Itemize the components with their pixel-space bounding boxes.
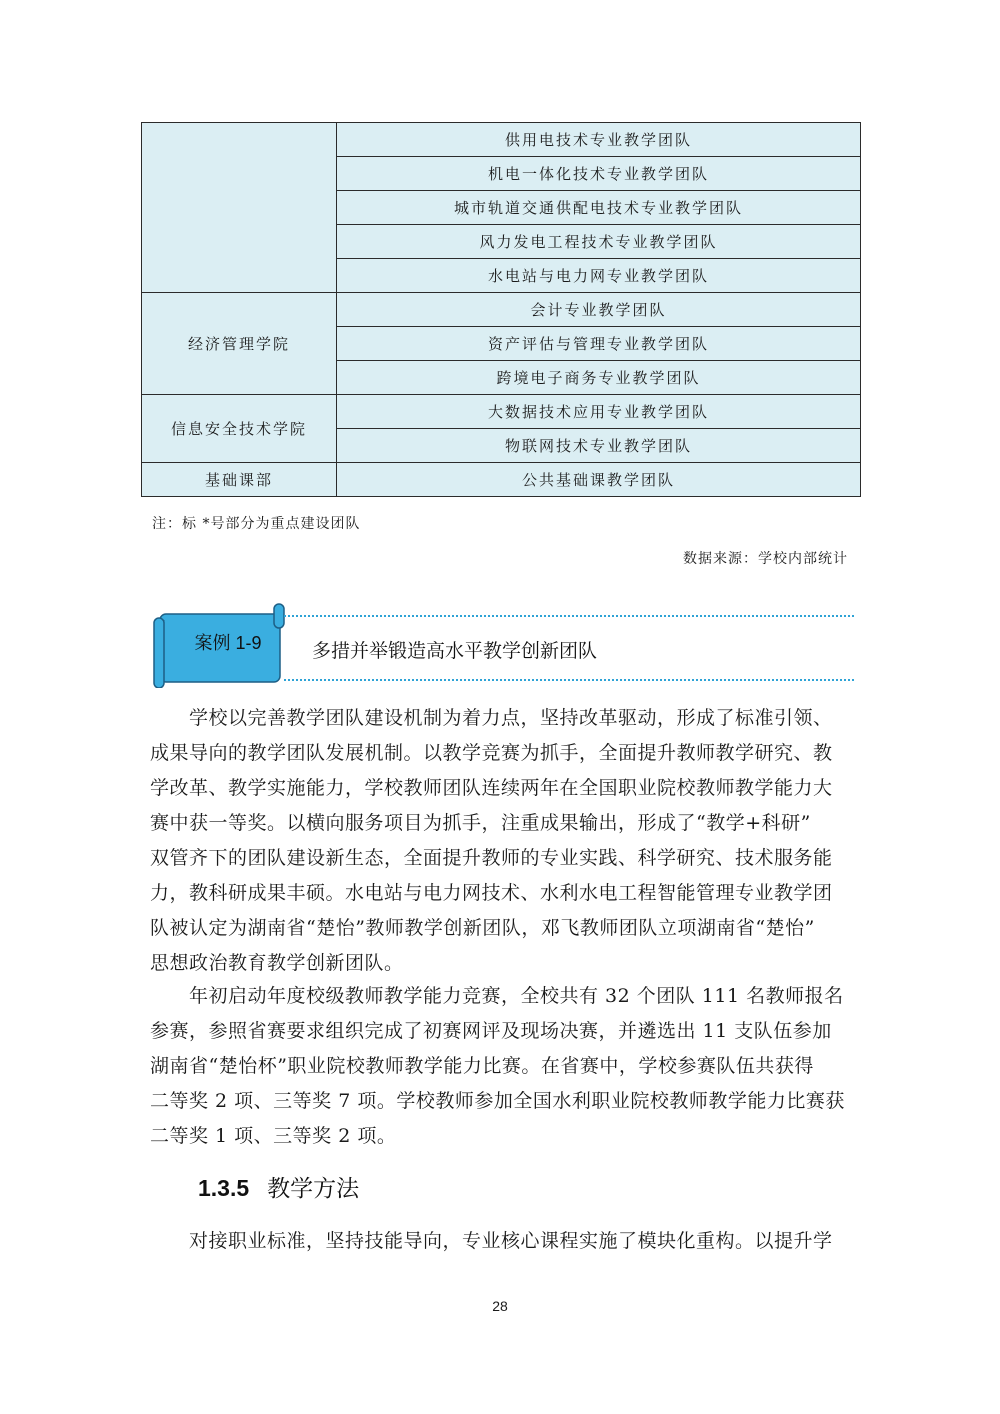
college-cell: 信息安全技术学院	[142, 395, 337, 463]
table-row	[142, 395, 861, 429]
text-line: 二等奖 2 项、三等奖 7 项。学校教师参加全国水利职业院校教师教学能力比赛获	[150, 1090, 845, 1112]
case-banner	[150, 600, 855, 688]
table-note: 注：标 *号部分为重点建设团队	[152, 516, 361, 532]
teaching-team-table	[141, 122, 861, 497]
text-line: 参赛，参照省赛要求组织完成了初赛网评及现场决赛，并遴选出 11 支队伍参加	[150, 1020, 832, 1042]
text-line: 二等奖 1 项、三等奖 2 项。	[150, 1125, 397, 1147]
page-number: 28	[492, 1298, 508, 1314]
college-cell: 基础课部	[142, 463, 337, 497]
team-cell: 风力发电工程技术专业教学团队	[337, 225, 861, 259]
team-cell: 资产评估与管理专业教学团队	[337, 327, 861, 361]
case-tag: 案例 1-9	[194, 633, 262, 653]
table-row	[142, 293, 861, 327]
text-line: 赛中获一等奖。以横向服务项目为抓手，注重成果输出，形成了“教学+科研”	[150, 812, 811, 834]
text-line: 成果导向的教学团队发展机制。以教学竞赛为抓手，全面提升教师教学研究、教	[150, 742, 833, 764]
team-cell: 机电一体化技术专业教学团队	[337, 157, 861, 191]
team-cell: 会计专业教学团队	[337, 293, 861, 327]
case-title: 多措并举锻造高水平教学创新团队	[312, 641, 598, 662]
paragraph-2	[150, 979, 850, 1154]
text-line: 学校以完善教学团队建设机制为着力点，坚持改革驱动，形成了标准引领、	[150, 707, 833, 729]
text-line: 学改革、教学实施能力，学校教师团队连续两年在全国职业院校教师教学能力大	[150, 777, 833, 799]
college-cell	[142, 123, 337, 293]
banner-divider-bottom	[284, 679, 854, 681]
text-line: 对接职业标准，坚持技能导向，专业核心课程实施了模块化重构。以提升学	[150, 1230, 833, 1252]
text-line: 力，教科研成果丰硕。水电站与电力网技术、水利水电工程智能管理专业教学团	[150, 882, 833, 904]
paragraph-3	[150, 1224, 850, 1259]
team-cell: 物联网技术专业教学团队	[337, 429, 861, 463]
banner-divider-top	[284, 615, 854, 617]
text-line: 年初启动年度校级教师教学能力竞赛，全校共有 32 个团队 111 名教师报名	[150, 985, 844, 1007]
team-cell: 城市轨道交通供配电技术专业教学团队	[337, 191, 861, 225]
team-cell: 公共基础课教学团队	[337, 463, 861, 497]
section-number: 1.3.5	[198, 1175, 250, 1201]
team-cell: 大数据技术应用专业教学团队	[337, 395, 861, 429]
team-cell: 跨境电子商务专业教学团队	[337, 361, 861, 395]
section-title: 教学方法	[267, 1175, 360, 1201]
paragraph-1	[150, 701, 850, 981]
text-line: 湖南省“楚怡杯”职业院校教师教学能力比赛。在省赛中，学校参赛队伍共获得	[150, 1055, 814, 1077]
section-heading	[198, 1170, 359, 1203]
college-cell: 经济管理学院	[142, 293, 337, 395]
team-cell: 供用电技术专业教学团队	[337, 123, 861, 157]
table-row	[142, 463, 861, 497]
table-row	[142, 123, 861, 157]
team-cell: 水电站与电力网专业教学团队	[337, 259, 861, 293]
text-line: 队被认定为湖南省“楚怡”教师教学创新团队，邓飞教师团队立项湖南省“楚怡”	[150, 917, 815, 939]
text-line: 思想政治教育教学创新团队。	[150, 952, 404, 974]
data-source: 数据来源：学校内部统计	[683, 551, 848, 567]
text-line: 双管齐下的团队建设新生态，全面提升教师的专业实践、科学研究、技术服务能	[150, 847, 833, 869]
